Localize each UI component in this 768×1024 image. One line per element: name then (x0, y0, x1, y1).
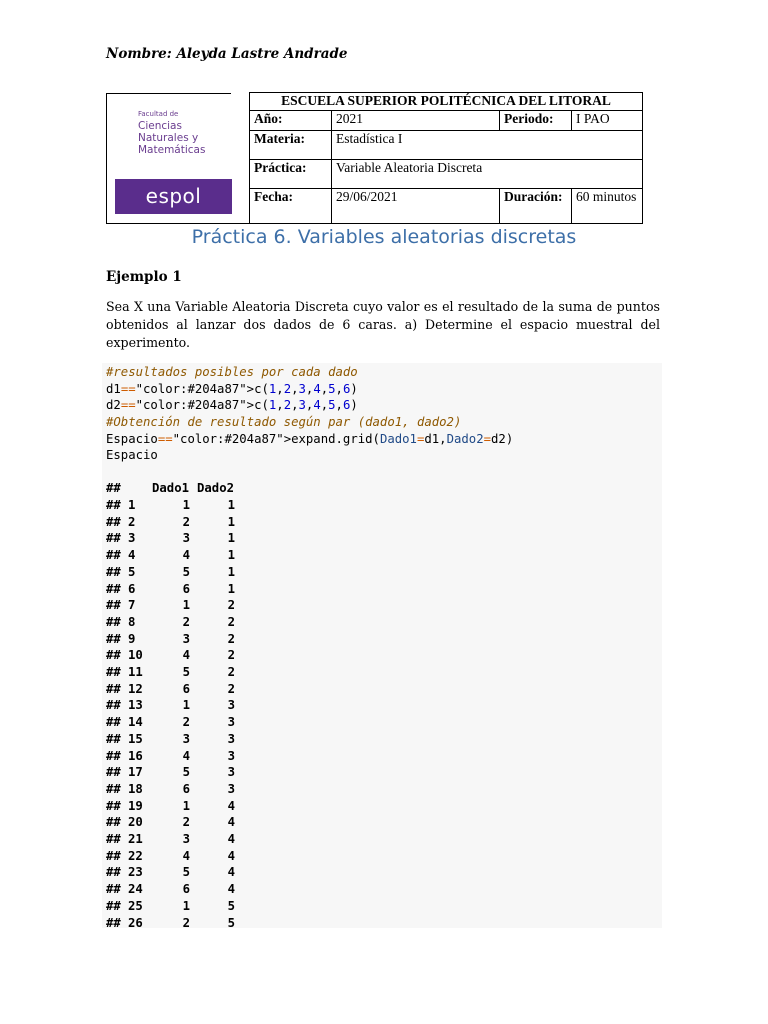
output-row-prefix: ## (106, 832, 121, 846)
output-row-dado2: 3 (227, 781, 235, 796)
code-block (102, 363, 662, 928)
output-header-dado1: Dado1 (152, 481, 190, 495)
example-paragraph: Sea X una Variable Aleatoria Discreta cuyo valor es el resultado de la suma de puntos obtenidos al lanzar dos dados de 6 caras. a) Determine el espacio muestral del experimento. (106, 299, 660, 350)
output-row-prefix: ## (106, 581, 121, 596)
output-row-dado1: 6 (182, 882, 190, 897)
output-row-dado2: 2 (227, 681, 235, 696)
output-row-dado1: 6 (182, 581, 190, 596)
output-row-prefix: ## (106, 848, 121, 863)
output-row-dado2: 2 (227, 665, 235, 679)
output-row-index: 16 (128, 748, 143, 763)
periodo-value: I PAO (572, 111, 643, 131)
output-row-dado2: 2 (227, 614, 235, 629)
output-row-prefix: ## (106, 681, 121, 696)
output-row-dado1: 3 (182, 731, 190, 746)
output-row-prefix: ## (106, 765, 121, 780)
output-row-prefix: ## (106, 665, 121, 679)
practica-label: Práctica: (250, 160, 332, 189)
output-row-dado2: 4 (227, 882, 235, 897)
fecha-value: 29/06/2021 (332, 189, 500, 223)
output-row-index: 17 (128, 765, 143, 780)
output-row-dado2: 4 (227, 832, 235, 846)
output-header-prefix: ## (106, 481, 121, 495)
output-row-index: 19 (128, 798, 143, 813)
faculty-small-text: Facultad de (138, 109, 179, 118)
output-row-dado1: 1 (182, 698, 190, 713)
output-row-dado1: 6 (182, 681, 190, 696)
output-row-dado2: 4 (227, 865, 235, 880)
output-row-dado1: 4 (182, 748, 190, 763)
output-row-prefix: ## (106, 731, 121, 746)
code-line-print: Espacio (106, 448, 158, 462)
code-line-grid (106, 431, 513, 448)
anio-value: 2021 (332, 111, 500, 131)
output-row-dado1: 1 (182, 498, 190, 512)
code-grid-text: Espacio=="color:#204a87">expand.grid(Dado1=d1,Dado2=d2) (106, 432, 514, 446)
code-d2-text: d2=="color:#204a87">c(1,2,3,4,5,6) (106, 398, 358, 412)
code-line-d1 (106, 381, 358, 398)
duracion-value: 60 minutos (572, 189, 643, 223)
example-heading: Ejemplo 1 (106, 269, 182, 285)
output-row-dado2: 4 (227, 815, 235, 830)
output-row-dado1: 1 (182, 898, 190, 913)
output-row-prefix: ## (106, 748, 121, 763)
output-row-dado1: 5 (182, 865, 190, 880)
output-row-index: 25 (128, 898, 143, 913)
output-row-dado2: 1 (227, 581, 235, 596)
output-row-prefix: ## (106, 781, 121, 796)
output-row-index: 1 (128, 498, 136, 512)
output-row-dado1: 5 (182, 665, 190, 679)
duracion-label: Duración: (500, 189, 572, 223)
output-row-dado1: 2 (182, 915, 190, 930)
output-row-index: 15 (128, 731, 143, 746)
output-row-index: 11 (128, 665, 143, 679)
code-d1-text: d1=="color:#204a87">c(1,2,3,4,5,6) (106, 382, 358, 396)
output-row-index: 20 (128, 815, 143, 830)
output-row-prefix: ## (106, 631, 121, 646)
output-row-prefix: ## (106, 815, 121, 830)
output-row-dado2: 4 (227, 798, 235, 813)
output-row-index: 24 (128, 882, 143, 897)
output-row-dado2: 5 (227, 898, 235, 913)
output-row-index: 12 (128, 681, 143, 696)
output-row-dado2: 1 (227, 531, 235, 546)
output-row-index: 23 (128, 865, 143, 880)
logo-cell (107, 93, 250, 224)
output-row-dado1: 1 (182, 598, 190, 613)
author-name: Nombre: Aleyda Lastre Andrade (106, 46, 348, 62)
output-row-dado1: 2 (182, 715, 190, 730)
output-row-dado2: 3 (227, 731, 235, 746)
output-row-dado1: 3 (182, 832, 190, 846)
output-row-index: 26 (128, 915, 143, 930)
output-row-index: 21 (128, 832, 143, 846)
espol-logo (107, 93, 250, 223)
output-row-index: 4 (128, 548, 136, 563)
output-row-index: 9 (128, 631, 136, 646)
practica-value: Variable Aleatoria Discreta (332, 160, 643, 189)
output-row-index: 22 (128, 848, 143, 863)
materia-label: Materia: (250, 131, 332, 160)
output-row-dado2: 5 (227, 915, 235, 930)
periodo-label: Periodo: (500, 111, 572, 131)
output-row-index: 7 (128, 598, 136, 613)
output-row-prefix: ## (106, 614, 121, 629)
output-row-dado2: 3 (227, 715, 235, 730)
output-row-index: 14 (128, 715, 143, 730)
output-row-dado2: 2 (227, 598, 235, 613)
course-header-table (106, 92, 643, 224)
output-row-dado2: 1 (227, 514, 235, 529)
output-row-prefix: ## (106, 514, 121, 529)
output-row-dado1: 3 (182, 631, 190, 646)
output-row-index: 5 (128, 564, 136, 579)
output-row-prefix: ## (106, 564, 121, 579)
document-title: Práctica 6. Variables aleatorias discretas (191, 226, 577, 248)
output-row-dado2: 1 (227, 564, 235, 579)
output-row-dado1: 3 (182, 531, 190, 546)
output-row-dado1: 4 (182, 648, 190, 663)
fecha-label: Fecha: (250, 189, 332, 223)
output-row-prefix: ## (106, 531, 121, 546)
materia-value: Estadística I (332, 131, 643, 160)
output-row-dado2: 3 (227, 765, 235, 780)
output-row-prefix: ## (106, 648, 121, 663)
output-row-prefix: ## (106, 915, 121, 930)
school-name: ESCUELA SUPERIOR POLITÉCNICA DEL LITORAL (250, 93, 643, 111)
code-comment-2: #Obtención de resultado según par (dado1, dado2) (106, 415, 462, 429)
output-row-dado2: 2 (227, 648, 235, 663)
output-row-dado1: 1 (182, 798, 190, 813)
code-line-d2 (106, 397, 358, 414)
espol-brand-logo: espol (115, 179, 232, 214)
output-header-dado2: Dado2 (197, 481, 235, 495)
output-row-dado2: 3 (227, 698, 235, 713)
output-row-dado2: 1 (227, 498, 235, 512)
output-row-dado2: 4 (227, 848, 235, 863)
output-row-prefix: ## (106, 898, 121, 913)
output-row-prefix: ## (106, 598, 121, 613)
output-row-dado1: 4 (182, 548, 190, 563)
output-row-dado2: 3 (227, 748, 235, 763)
output-row-index: 2 (128, 514, 136, 529)
output-row-prefix: ## (106, 548, 121, 563)
output-row-prefix: ## (106, 698, 121, 713)
anio-label: Año: (250, 111, 332, 131)
output-row-prefix: ## (106, 715, 121, 730)
faculty-name: Ciencias Naturales y Matemáticas (138, 119, 206, 156)
output-row-prefix: ## (106, 882, 121, 897)
output-row-prefix: ## (106, 498, 121, 512)
output-row-dado2: 2 (227, 631, 235, 646)
output-row-dado1: 2 (182, 614, 190, 629)
output-row-prefix: ## (106, 865, 121, 880)
output-row-index: 6 (128, 581, 136, 596)
output-row-dado1: 6 (182, 781, 190, 796)
output-row-prefix: ## (106, 798, 121, 813)
output-row-dado2: 1 (227, 548, 235, 563)
code-comment-1: #resultados posibles por cada dado (106, 365, 358, 379)
output-row-dado1: 5 (182, 564, 190, 579)
output-row-index: 18 (128, 781, 143, 796)
output-row-index: 10 (128, 648, 143, 663)
output-row-dado1: 4 (182, 848, 190, 863)
output-row-dado1: 5 (182, 765, 190, 780)
output-row-dado1: 2 (182, 514, 190, 529)
output-row-index: 13 (128, 698, 143, 713)
output-row-index: 3 (128, 531, 136, 546)
output-row-dado1: 2 (182, 815, 190, 830)
output-row-index: 8 (128, 614, 136, 629)
